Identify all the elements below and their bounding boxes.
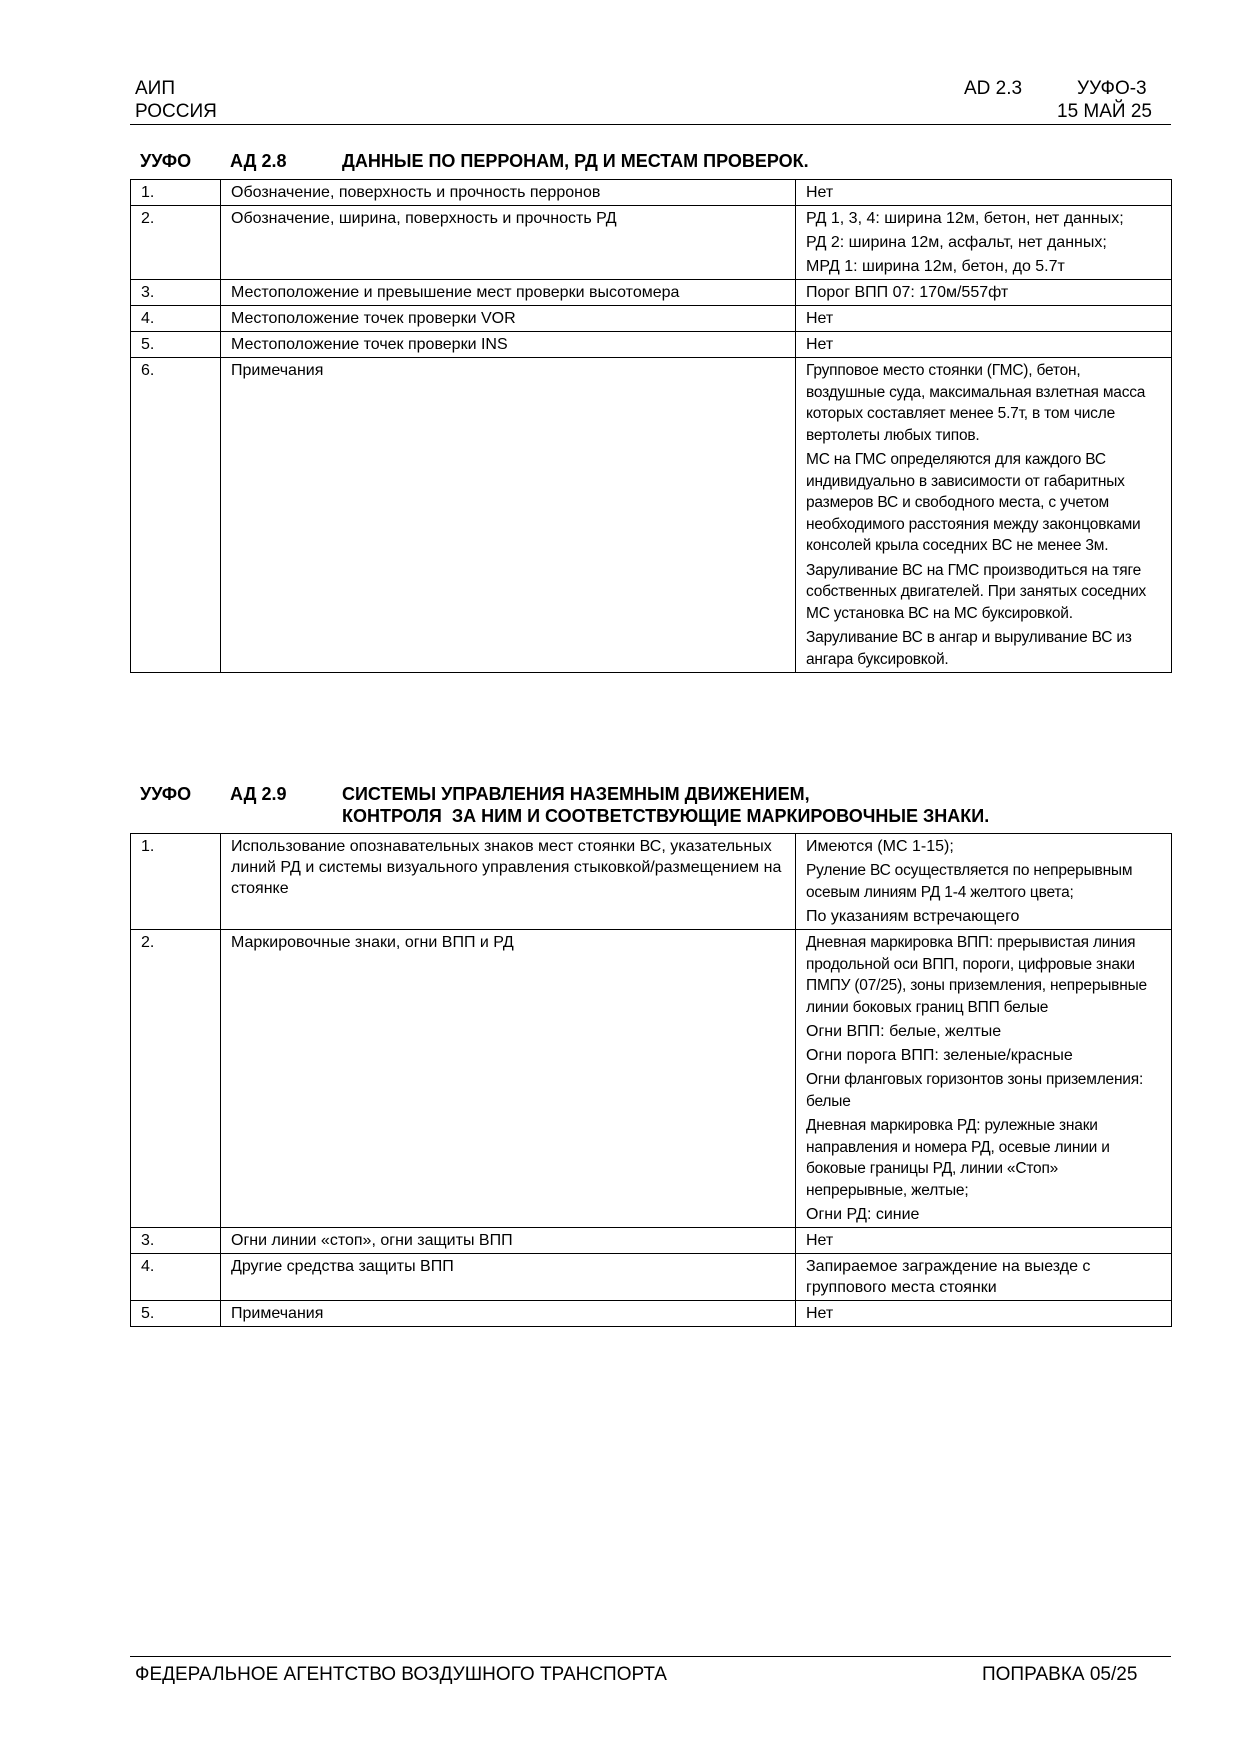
row-number: 1.: [131, 180, 221, 206]
value-paragraph: Огни фланговых горизонтов зоны приземления: белые: [806, 1071, 1144, 1110]
table-row: [131, 1228, 1172, 1254]
value-paragraph: Нет: [806, 336, 834, 353]
value-paragraph: Нет: [806, 184, 834, 201]
header-rule: [130, 124, 1171, 125]
value-paragraph: Дневная маркировка ВПП: прерывистая линия продольной оси ВПП, пороги, цифровые знаки ПМПУ (07/25), зоны приземления, непрерывные линии боковых границ ВПП белые: [806, 934, 1147, 1016]
row-label: Обозначение, ширина, поверхность и прочность РД: [221, 206, 796, 280]
row-number: 4.: [131, 306, 221, 332]
row-number: 1.: [131, 834, 221, 930]
value-paragraph: Заруливание ВС в ангар и выруливание ВС из ангара буксировкой.: [806, 629, 1132, 668]
row-label: Местоположение точек проверки VOR: [221, 306, 796, 332]
section-29-table: [130, 833, 1172, 1327]
value-paragraph: МРД 1: ширина 12м, бетон, до 5.7т: [806, 258, 1065, 275]
row-label: Обозначение, поверхность и прочность перронов: [221, 180, 796, 206]
section-28-number: АД 2.8: [230, 151, 287, 171]
value-paragraph: Дневная маркировка РД: рулежные знаки направления и номера РД, осевые линии и боковые границы РД, линии «Стоп» непрерывные, желтые;: [806, 1117, 1110, 1199]
row-number: 4.: [131, 1254, 221, 1301]
table-row: [131, 306, 1172, 332]
value-paragraph: Заруливание ВС на ГМС производиться на тяге собственных двигателей. При занятых соседних МС установка ВС на МС буксировкой.: [806, 561, 1147, 622]
row-number: 3.: [131, 280, 221, 306]
row-number: 6.: [131, 358, 221, 673]
row-value: [796, 930, 1172, 1228]
value-paragraph: Порог ВПП 07: 170м/557фт: [806, 284, 1009, 301]
row-number: 2.: [131, 206, 221, 280]
section-29-title-line2: КОНТРОЛЯ ЗА НИМ И СООТВЕТСТВУЮЩИЕ МАРКИРОВОЧНЫЕ ЗНАКИ.: [342, 806, 990, 826]
table-row: [131, 1301, 1172, 1327]
row-value: [796, 280, 1172, 306]
section-29-number: АД 2.9: [230, 784, 287, 804]
header-left-aip: АИП: [135, 78, 175, 99]
value-paragraph: Запираемое заграждение на выезде с группового места стоянки: [806, 1258, 1091, 1296]
row-label: Маркировочные знаки, огни ВПП и РД: [221, 930, 796, 1228]
footer-rule: [130, 1656, 1171, 1657]
footer-amendment: ПОПРАВКА 05/25: [982, 1664, 1138, 1685]
header-left-country: РОССИЯ: [135, 101, 217, 122]
row-label: Местоположение и превышение мест проверки высотомера: [221, 280, 796, 306]
row-value: [796, 1301, 1172, 1327]
value-paragraph: Групповое место стоянки (ГМС), бетон, воздушные суда, максимальная взлетная масса которых составляет менее 5.7т, в том числе вертолеты любых типов.: [806, 362, 1146, 444]
row-number: 3.: [131, 1228, 221, 1254]
table-row: [131, 180, 1172, 206]
value-paragraph: Огни РД: синие: [806, 1206, 920, 1223]
header-page-code: УУФО-3: [1077, 78, 1147, 99]
table-row: [131, 1254, 1172, 1301]
row-value: [796, 306, 1172, 332]
value-paragraph: Нет: [806, 1232, 834, 1249]
value-paragraph: РД 1, 3, 4: ширина 12м, бетон, нет данных;: [806, 210, 1124, 227]
value-paragraph: Нет: [806, 1305, 834, 1322]
footer-agency: ФЕДЕРАЛЬНОЕ АГЕНТСТВО ВОЗДУШНОГО ТРАНСПОРТА: [135, 1664, 667, 1685]
row-value: [796, 834, 1172, 930]
row-label: Огни линии «стоп», огни защиты ВПП: [221, 1228, 796, 1254]
row-label: Другие средства защиты ВПП: [221, 1254, 796, 1301]
section-28-title: ДАННЫЕ ПО ПЕРРОНАМ, РД И МЕСТАМ ПРОВЕРОК.: [342, 151, 809, 171]
value-paragraph: Руление ВС осуществляется по непрерывным осевым линиям РД 1-4 желтого цвета;: [806, 862, 1133, 901]
value-paragraph: МС на ГМС определяются для каждого ВС индивидуально в зависимости от габаритных размеров ВС и свободного места, с учетом необходимого расстояния между законцовками консолей крыла соседних ВС не менее 3м.: [806, 451, 1141, 554]
value-paragraph: РД 2: ширина 12м, асфальт, нет данных;: [806, 234, 1107, 251]
row-value: [796, 1228, 1172, 1254]
section-29-title-line1: СИСТЕМЫ УПРАВЛЕНИЯ НАЗЕМНЫМ ДВИЖЕНИЕМ,: [342, 784, 810, 804]
value-paragraph: Нет: [806, 310, 834, 327]
value-paragraph: Имеются (МС 1-15);: [806, 838, 954, 855]
row-value: [796, 180, 1172, 206]
row-value: [796, 206, 1172, 280]
row-number: 5.: [131, 1301, 221, 1327]
row-label: Местоположение точек проверки INS: [221, 332, 796, 358]
header-date: 15 МАЙ 25: [1057, 101, 1152, 122]
table-row: [131, 358, 1172, 673]
table-row: [131, 930, 1172, 1228]
row-number: 5.: [131, 332, 221, 358]
row-value: [796, 358, 1172, 673]
row-label: Примечания: [221, 358, 796, 673]
value-paragraph: По указаниям встречающего: [806, 908, 1020, 925]
row-value: [796, 1254, 1172, 1301]
table-row: [131, 280, 1172, 306]
row-label: Использование опознавательных знаков мест стоянки ВС, указательных линий РД и системы визуального управления стыковкой/размещением на стоянке: [221, 834, 796, 930]
table-row: [131, 332, 1172, 358]
value-paragraph: Огни ВПП: белые, желтые: [806, 1023, 1002, 1040]
row-label: Примечания: [221, 1301, 796, 1327]
section-28-code: УУФО: [140, 151, 192, 171]
table-row: [131, 834, 1172, 930]
value-paragraph: Огни порога ВПП: зеленые/красные: [806, 1047, 1073, 1064]
table-row: [131, 206, 1172, 280]
header-section: AD 2.3: [964, 78, 1023, 99]
row-number: 2.: [131, 930, 221, 1228]
row-value: [796, 332, 1172, 358]
section-29-code: УУФО: [140, 784, 192, 804]
section-28-table: [130, 179, 1172, 673]
